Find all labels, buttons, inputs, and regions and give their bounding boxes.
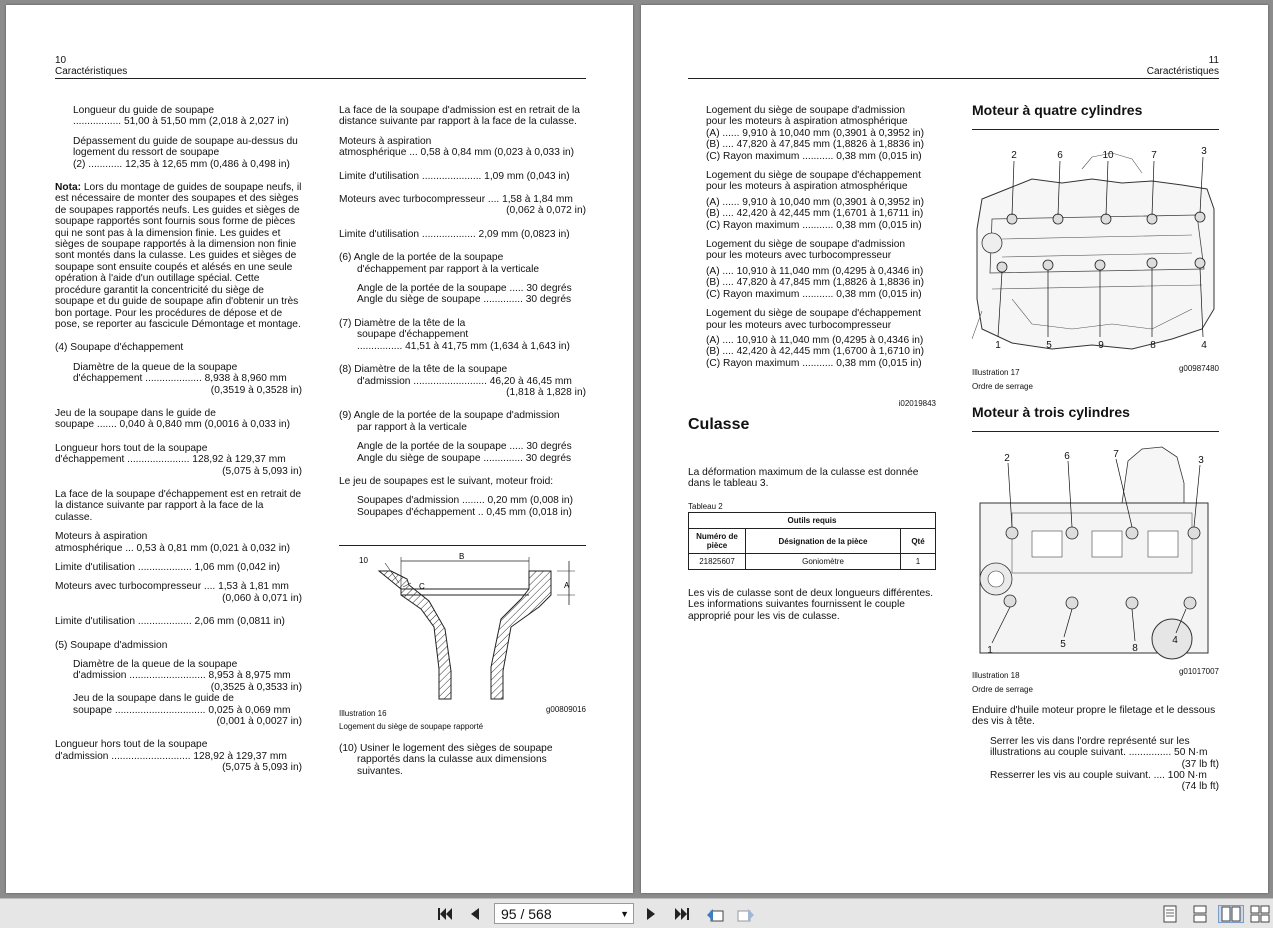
fig17-callout: 9: [1098, 340, 1104, 351]
text-line: (5,075 à 5,093 in): [222, 465, 302, 477]
text-line: Soupapes d'admission ........ 0,20 mm (0,008 in): [357, 495, 573, 507]
fig17-callout: 5: [1046, 340, 1052, 351]
fig17-callout: 8: [1150, 340, 1156, 351]
table-cell: 1: [901, 554, 936, 570]
figure-rule: [339, 545, 586, 546]
back-view-icon: [705, 905, 725, 923]
item-heading: d'échappement par rapport à la verticale: [357, 263, 540, 275]
text-line: d'admission .......................... 46,20 à 46,45 mm: [357, 375, 572, 387]
text-line: Diamètre de la queue de la soupape: [73, 659, 238, 671]
text-line: (74 lb ft): [1181, 781, 1219, 793]
callout-10: 10: [359, 556, 368, 565]
next-page-icon: [646, 907, 658, 921]
tools-table: [688, 512, 936, 570]
figure-caption: Illustration 17: [972, 368, 1020, 377]
callout-a: A: [564, 581, 570, 590]
text-line: Longueur hors tout de la soupape: [55, 739, 208, 751]
facing-view-button[interactable]: [1218, 905, 1244, 923]
text-line: (37 lb ft): [1181, 758, 1219, 770]
page-number: 10: [55, 55, 67, 66]
callout-b: B: [459, 552, 465, 561]
text-line: (B) .... 47,820 à 47,845 mm (1,8826 à 1,8836 in): [706, 277, 925, 289]
text-line: Moteurs à aspiration: [339, 135, 432, 147]
text-line: (B) .... 47,820 à 47,845 mm (1,8826 à 1,8836 in): [706, 139, 925, 151]
text-line: illustrations au couple suivant. ............... 50 N·m: [990, 747, 1208, 759]
text-line: (0,3519 à 0,3528 in): [210, 384, 302, 396]
text-line: (C) Rayon maximum ........... 0,38 mm (0,015 in): [706, 219, 922, 231]
vis-text: Les vis de culasse sont de deux longueurs différentes. Les informations suivantes fournissent le couple approprié pour les vis de culasse.: [688, 588, 934, 622]
col-header: Désignation de la pièce: [746, 529, 901, 554]
illustration-18: [972, 443, 1219, 665]
text-line: pour les moteurs avec turbocompresseur: [706, 319, 892, 331]
last-page-icon: [674, 907, 690, 921]
text-line: Soupapes d'échappement .. 0,45 mm (0,018 in): [357, 506, 572, 518]
text-line: Dépassement du guide de soupape au-dessus du logement du ressort de soupape: [73, 135, 298, 159]
page-number-value: 95 / 568: [501, 906, 552, 922]
first-page-icon: [437, 907, 453, 921]
text-line: (C) Rayon maximum ........... 0,38 mm (0,015 in): [706, 150, 922, 162]
text-line: d'admission ........................... 8,953 à 8,975 mm: [73, 670, 291, 682]
spec-block: [706, 170, 936, 231]
fig18-callout: 6: [1064, 451, 1070, 462]
left-page: [6, 5, 633, 893]
text-line: ................. 51,00 à 51,50 mm (2,018 à 2,027 in): [73, 116, 289, 128]
text-line: Longueur hors tout de la soupape: [55, 442, 208, 454]
text-line: (1,818 à 1,828 in): [506, 386, 586, 398]
previous-page-button[interactable]: [466, 905, 482, 923]
text-line: soupape d'échappement: [357, 329, 469, 341]
text-line: d'admission ............................ 128,92 à 129,37 mm: [55, 750, 287, 762]
text-line: Resserrer les vis au couple suivant. .... 100 N·m: [990, 770, 1207, 782]
fig18-callout: 8: [1132, 643, 1138, 654]
fig18-callout: 3: [1198, 455, 1204, 466]
table-cell: 21825607: [689, 554, 746, 570]
last-page-button[interactable]: [672, 905, 692, 923]
continuous-facing-view-button[interactable]: [1250, 905, 1270, 923]
item-heading: (5) Soupape d'admission: [55, 639, 168, 651]
text-line: (C) Rayon maximum ........... 0,38 mm (0,015 in): [706, 357, 922, 369]
valve-seat-drawing: [339, 549, 586, 709]
left-column-2: [339, 105, 586, 518]
figure-code: g00809016: [545, 705, 586, 714]
callout-c: C: [419, 582, 425, 591]
culasse-text: La déformation maximum de la culasse est donnée dans le tableau 3.: [688, 467, 919, 490]
paragraph: Enduire d'huile moteur propre le filetage et le dessous des vis à tête.: [972, 705, 1216, 728]
text-line: Logement du siège de soupape d'admission: [706, 105, 906, 116]
paragraph: La face de la soupape d'échappement est en retrait de la distance suivante par rapport à la face de la culasse.: [55, 488, 302, 523]
col-header: Qté: [901, 529, 936, 554]
text-line: Diamètre de la queue de la soupape: [73, 361, 238, 373]
fig18-callout: 4: [1172, 635, 1178, 646]
item-heading: (4) Soupape d'échappement: [55, 342, 184, 354]
header-rule: [55, 78, 586, 79]
text-line: atmosphérique ... 0,58 à 0,84 mm (0,023 à 0,033 in): [339, 147, 575, 159]
facing-pages-icon: [1221, 906, 1241, 922]
page-number-input[interactable]: [494, 903, 634, 924]
next-page-button[interactable]: [644, 905, 660, 923]
text-line: Limite d'utilisation ................... 2,09 mm (0,0823 in): [339, 228, 570, 240]
text-line: soupape ................................ 0,025 à 0,069 mm: [73, 704, 291, 716]
text-line: (5,075 à 5,093 in): [222, 762, 302, 774]
right-page: [641, 5, 1268, 893]
item-heading: par rapport à la verticale: [357, 421, 467, 433]
text-line: soupape ....... 0,040 à 0,840 mm (0,0016 à 0,033 in): [55, 419, 291, 431]
fig18-callout: 7: [1113, 449, 1119, 460]
text-line: Limite d'utilisation ..................... 1,09 mm (0,043 in): [339, 170, 570, 182]
section-title-culasse: Culasse: [688, 416, 750, 433]
spec-block: [706, 308, 936, 369]
block-code: i02019843: [898, 399, 936, 408]
fig18-callout: 5: [1060, 639, 1066, 650]
text-line: atmosphérique ... 0,53 à 0,81 mm (0,021 à 0,032 in): [55, 542, 291, 554]
continuous-facing-icon: [1250, 905, 1270, 923]
fig17-callout: 6: [1057, 150, 1063, 161]
single-page-view-button[interactable]: [1160, 905, 1180, 923]
text-line: (0,3525 à 0,3533 in): [210, 681, 302, 693]
section-title-four: Moteur à quatre cylindres: [972, 102, 1143, 118]
illustration-16: [339, 545, 586, 713]
continuous-page-icon: [1193, 905, 1207, 923]
text-line: (2) ............ 12,35 à 12,65 mm (0,486 à 0,498 in): [73, 158, 290, 170]
figure-code: g00987480: [1178, 364, 1219, 373]
text-line: (B) .... 42,420 à 42,445 mm (1,6701 à 1,6711 in): [706, 208, 924, 220]
page-section: Caractéristiques: [1146, 66, 1219, 77]
item-10: [339, 743, 586, 777]
figure-subcaption: Ordre de serrage: [972, 685, 1033, 694]
figure-caption: Illustration 16: [339, 709, 387, 718]
paragraph: La face de la soupape d'admission est en retrait de la distance suivante par rapport à la face de la culasse.: [339, 105, 580, 128]
text-line: Limite d'utilisation ................... 1,06 mm (0,042 in): [55, 562, 281, 573]
note-label: Nota:: [55, 182, 82, 194]
page-section: Caractéristiques: [55, 66, 128, 77]
text-line: pour les moteurs à aspiration atmosphérique: [706, 181, 908, 193]
text-line: (A) .... 10,910 à 11,040 mm (0,4295 à 0,4346 in): [706, 334, 924, 346]
fig17-callout: 10: [1102, 150, 1114, 161]
text-line: Angle du siège de soupape .............. 30 degrés: [357, 294, 572, 306]
text-line: Angle de la portée de la soupape ..... 30 degrés: [357, 283, 572, 295]
seat-specs: [706, 105, 936, 369]
viewer-toolbar: [0, 898, 1273, 928]
text-line: Jeu de la soupape dans le guide de: [73, 693, 234, 705]
section-rule: [972, 129, 1219, 130]
text-line: Longueur du guide de soupape: [73, 105, 215, 116]
previous-page-icon: [468, 907, 480, 921]
col-header: Numéro de pièce: [689, 529, 746, 554]
item-heading: (8) Diamètre de la tête de la soupape: [339, 364, 508, 376]
item-heading: (9) Angle de la portée de la soupape d'admission: [339, 410, 560, 422]
single-page-icon: [1163, 905, 1177, 923]
text-line: (C) Rayon maximum ........... 0,38 mm (0,015 in): [706, 288, 922, 300]
spec-block: [706, 239, 936, 300]
text-line: Le jeu de soupapes est le suivant, moteur froid:: [339, 475, 554, 487]
forward-view-icon: [736, 905, 756, 923]
go-forward-view-button[interactable]: [735, 905, 757, 923]
text-line: Moteurs avec turbocompresseur .... 1,58 à 1,84 mm: [339, 194, 573, 206]
table-cell: Goniomètre: [746, 554, 901, 570]
text-line: pour les moteurs avec turbocompresseur: [706, 250, 892, 262]
text-line: Logement du siège de soupape d'échappement: [706, 170, 921, 182]
left-column-1: [55, 105, 302, 774]
text-line: (B) .... 42,420 à 42,445 mm (1,6700 à 1,6710 in): [706, 346, 925, 358]
text-line: Jeu de la soupape dans le guide de: [55, 407, 216, 419]
text-line: d'échappement ...................... 128,92 à 129,37 mm: [55, 454, 286, 466]
text-line: ................ 41,51 à 41,75 mm (1,634 à 1,643 in): [357, 340, 570, 352]
text-line: (A) ...... 9,910 à 10,040 mm (0,3901 à 0,3952 in): [706, 196, 925, 208]
fig17-callout: 3: [1201, 146, 1207, 157]
text-line: Logement du siège de soupape d'échappement: [706, 308, 921, 320]
note-text: Lors du montage de guides de soupape neufs, il est nécessaire de monter des soupapes et des sièges de soupapes rapportés neufs. Les guides et sièges de soupape rapportés sont fournis sous forme de pièces qui ne sont pas à la dimension finie. Les guides et sièges de soupape rapportés à la dimension non finie sont montés dans la culasse. Les guides et sièges de soupape sont ensuite coupés et alésés en une seule opération à l'aide d'un outillage spécial. Cette procédure garantit la concentricité du siège de soupape et du guide de soupape afin d'obtenir un très bon portage. Pour les procédures de dépose et de pose, se reporter au fascicule Démontage et montage.: [55, 182, 302, 330]
go-back-view-button[interactable]: [704, 905, 726, 923]
text-line: rapportés dans la culasse aux dimensions: [357, 754, 547, 766]
text-line: Logement du siège de soupape d'admission: [706, 239, 906, 251]
first-page-button[interactable]: [436, 905, 454, 923]
text-line: Serrer les vis dans l'ordre représenté sur les: [990, 735, 1190, 747]
fig17-callout: 7: [1151, 150, 1157, 161]
table-row: [689, 554, 936, 570]
text-line: (0,062 à 0,072 in): [506, 205, 586, 217]
text-line: Angle de la portée de la soupape ..... 30 degrés: [357, 441, 572, 453]
text-line: Limite d'utilisation ................... 2,06 mm (0,0811 in): [55, 616, 285, 628]
page-number: 11: [1208, 55, 1219, 66]
figure-subcaption: Logement du siège de soupape rapporté: [339, 722, 484, 731]
item-heading: (6) Angle de la portée de la soupape: [339, 252, 504, 264]
table-header: Outils requis: [689, 513, 936, 529]
figure-subcaption: Ordre de serrage: [972, 382, 1033, 391]
continuous-view-button[interactable]: [1190, 905, 1210, 923]
figure-code: g01017007: [1178, 667, 1219, 676]
text-line: pour les moteurs à aspiration atmosphérique: [706, 116, 908, 128]
text-line: Angle du siège de soupape .............. 30 degrés: [357, 452, 572, 464]
fig17-callout: 2: [1011, 150, 1017, 161]
text-line: (0,060 à 0,071 in): [222, 592, 302, 604]
fig18-callout: 1: [987, 645, 993, 656]
text-line: (A) .... 10,910 à 11,040 mm (0,4295 à 0,4346 in): [706, 265, 924, 277]
header-rule: [688, 78, 1219, 79]
spec-block: [706, 105, 936, 162]
fig17-callout: 4: [1201, 340, 1207, 351]
torque-section: [972, 705, 1219, 793]
fig18-callout: 2: [1004, 453, 1010, 464]
table-label: Tableau 2: [688, 502, 723, 511]
text-line: (10) Usiner le logement des sièges de soupape: [339, 743, 553, 754]
text-line: suivantes.: [357, 765, 403, 777]
figure-caption: Illustration 18: [972, 671, 1020, 680]
fig17-callout: 1: [995, 340, 1001, 351]
section-title-three: Moteur à trois cylindres: [972, 404, 1130, 420]
text-line: (A) ...... 9,910 à 10,040 mm (0,3901 à 0,3952 in): [706, 127, 925, 139]
chevron-down-icon[interactable]: ▼: [620, 909, 629, 919]
text-line: Moteurs avec turbocompresseur .... 1,53 à 1,81 mm: [55, 581, 289, 593]
section-rule: [972, 431, 1219, 432]
illustration-17: [972, 139, 1219, 359]
text-line: Moteurs à aspiration: [55, 531, 148, 543]
note-paragraph: [55, 182, 302, 330]
text-line: (0,001 à 0,0027 in): [216, 716, 302, 728]
text-line: d'échappement .................... 8,938 à 8,960 mm: [73, 373, 287, 385]
item-heading: (7) Diamètre de la tête de la: [339, 317, 466, 329]
